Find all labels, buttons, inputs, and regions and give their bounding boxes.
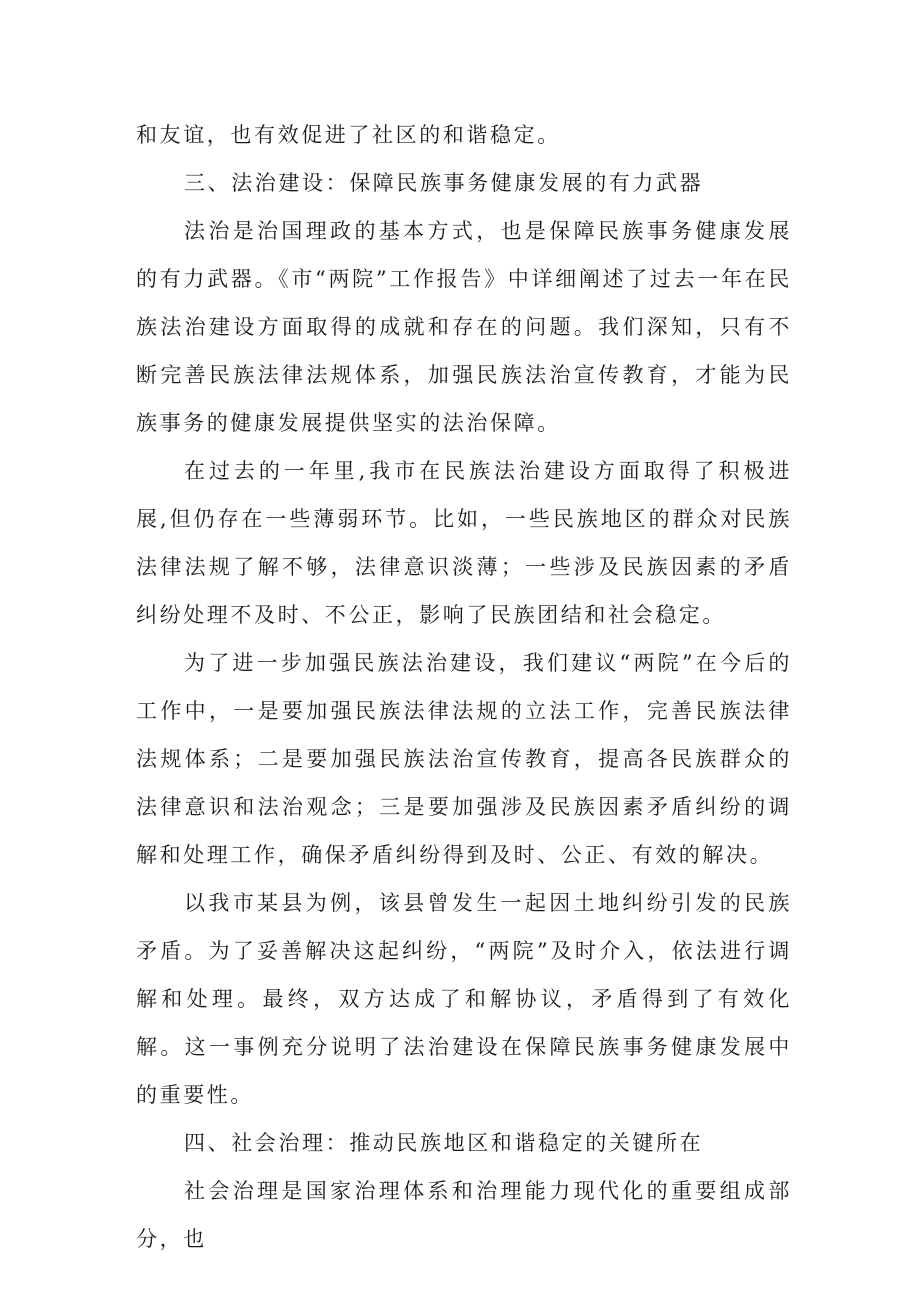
body-paragraph: 社会治理是国家治理体系和治理能力现代化的重要组成部分，也 <box>136 1179 792 1251</box>
body-paragraph: 法治是治国理政的基本方式，也是保障民族事务健康发展的有力武器。《市“两院”工作报告》中详细阐述了过去一年在民族法治建设方面取得的成就和存在的问题。我们深知，只有不断完善民族法律法规体系，加强民族法治宣传教育，才能为民族事务的健康发展提供坚实的法治保障。 <box>136 219 792 435</box>
body-paragraph: 以我市某县为例，该县曾发生一起因土地纠纷引发的民族矛盾。为了妥善解决这起纠纷，“两院”及时介入，依法进行调解和处理。最终，双方达成了和解协议，矛盾得到了有效化解。这一事例充分说明了法治建设在保障民族事务健康发展中的重要性。 <box>136 891 792 1107</box>
paragraph-continuation: 和友谊，也有效促进了社区的和谐稳定。 <box>136 123 561 147</box>
body-paragraph: 为了进一步加强民族法治建设，我们建议“两院”在今后的工作中，一是要加强民族法律法规的立法工作，完善民族法律法规体系；二是要加强民族法治宣传教育，提高各民族群众的法律意识和法治观念；三是要加强涉及民族因素矛盾纠纷的调解和处理工作，确保矛盾纠纷得到及时、公正、有效的解决。 <box>136 651 792 867</box>
section-heading-3: 三、法治建设：保障民族事务健康发展的有力武器 <box>184 171 704 195</box>
body-paragraph: 在过去的一年里,我市在民族法治建设方面取得了积极进展,但仍存在一些薄弱环节。比如，一些民族地区的群众对民族法律法规了解不够，法律意识淡薄；一些涉及民族因素的矛盾纠纷处理不及时、不公正，影响了民族团结和社会稳定。 <box>136 459 792 627</box>
document-body <box>136 111 792 1263</box>
section-heading-4: 四、社会治理：推动民族地区和谐稳定的关键所在 <box>184 1131 704 1155</box>
